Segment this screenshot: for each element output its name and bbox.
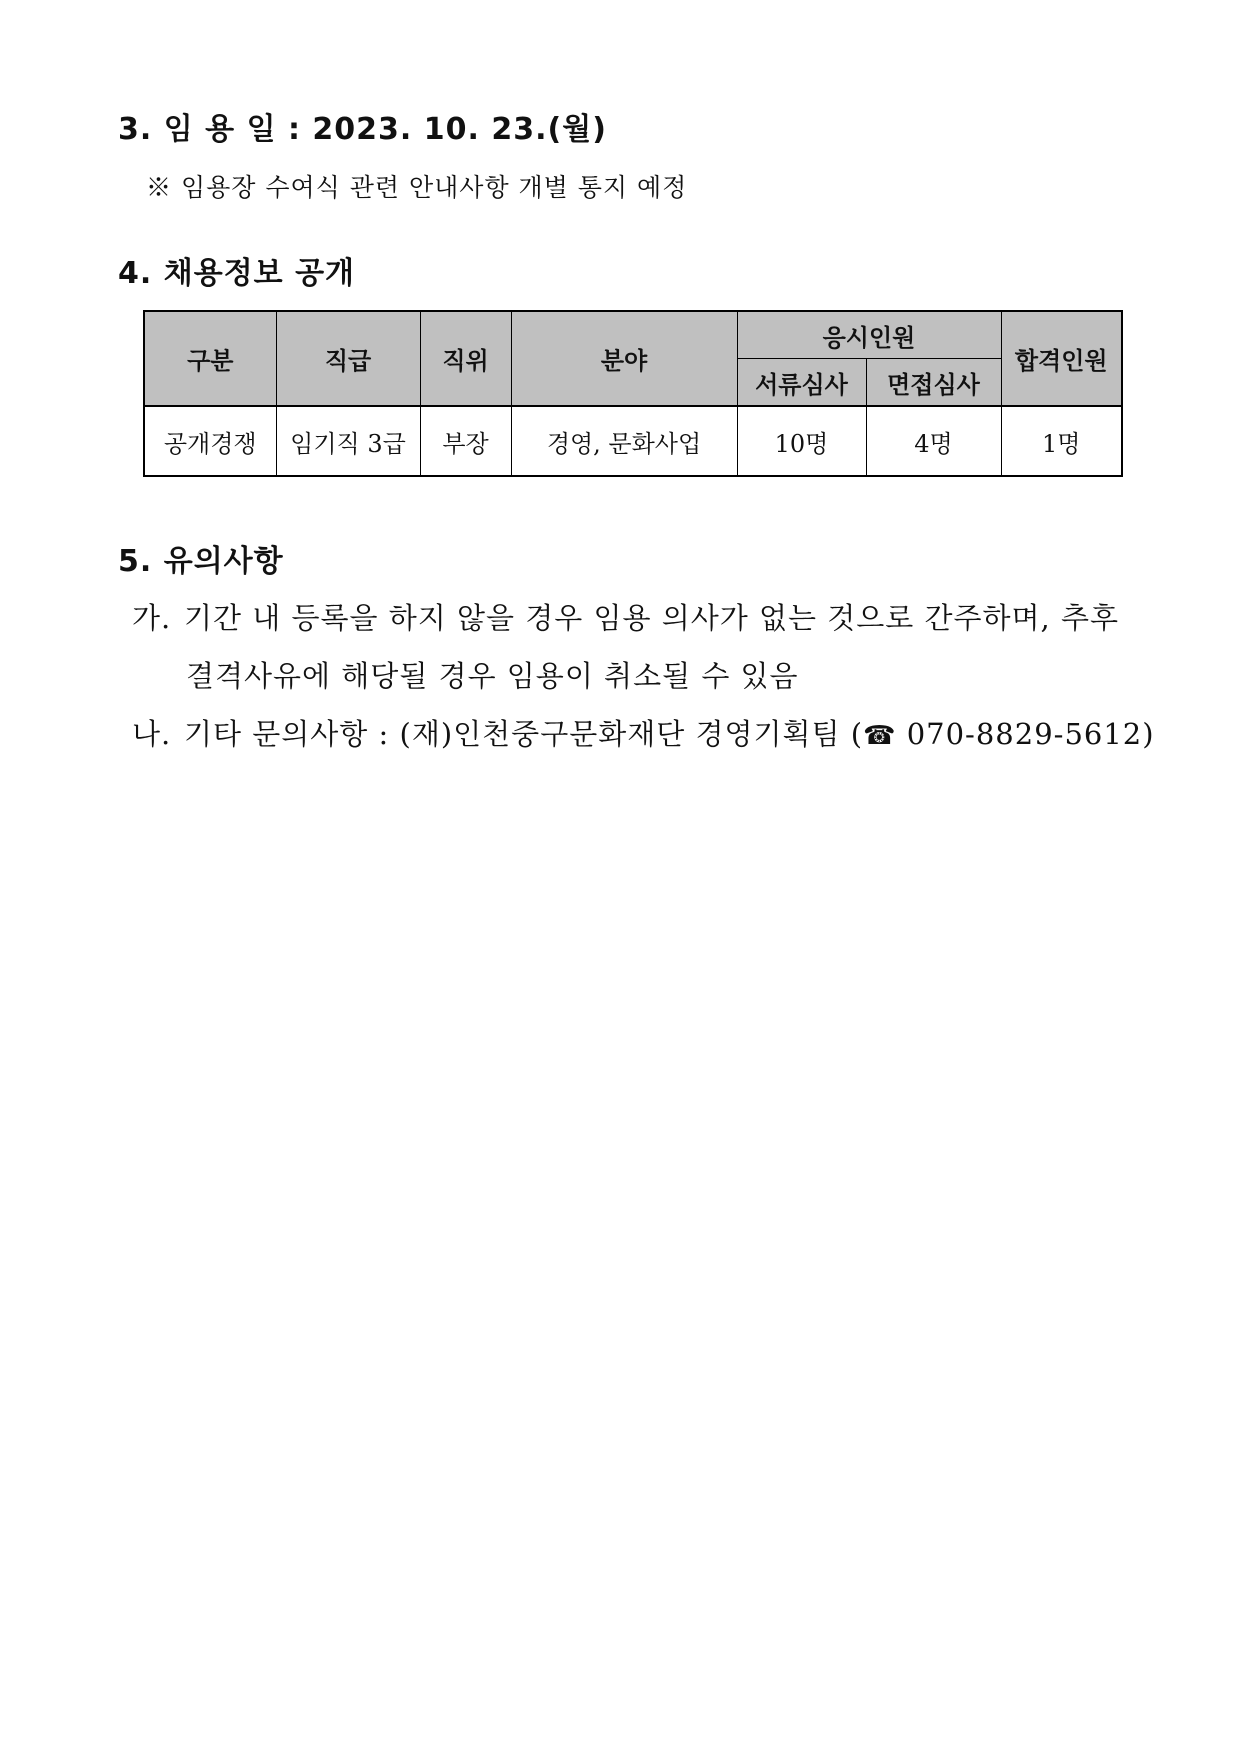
notice-item-b-text: 기타 문의사항 : (재)인천중구문화재단 경영기획팀 ( — [184, 717, 864, 751]
cell-category: 공개경쟁 — [144, 406, 276, 476]
table-header-row — [144, 311, 1122, 359]
cell-grade: 임기직 3급 — [276, 406, 420, 476]
cell-interview: 4명 — [866, 406, 1001, 476]
header-field: 분야 — [511, 311, 737, 406]
cell-passed: 1명 — [1001, 406, 1122, 476]
header-passed: 합격인원 — [1001, 311, 1122, 406]
notice-item-b-phone: 070-8829-5612) — [896, 717, 1155, 751]
cell-document-review: 10명 — [737, 406, 866, 476]
notice-item-b-marker: 나. — [132, 717, 172, 751]
header-category: 구분 — [144, 311, 276, 406]
notice-item-a-line2: 결격사유에 해당될 경우 임용이 취소될 수 있음 — [186, 659, 799, 693]
section-3-heading: 3. 임 용 일 : 2023. 10. 23.(월) — [118, 112, 607, 147]
notice-item-a-line1: 기간 내 등록을 하지 않을 경우 임용 의사가 없는 것으로 간주하며, 추후 — [184, 601, 1120, 635]
phone-icon: ☎ — [863, 721, 897, 751]
header-grade: 직급 — [276, 311, 420, 406]
cell-position: 부장 — [420, 406, 511, 476]
notice-item-a-marker: 가. — [132, 601, 172, 635]
section-4-heading: 4. 채용정보 공개 — [118, 256, 356, 291]
header-interview: 면접심사 — [866, 359, 1001, 407]
header-document-review: 서류심사 — [737, 359, 866, 407]
section-5-heading: 5. 유의사항 — [118, 544, 284, 579]
notice-item-b — [132, 712, 1155, 753]
header-position: 직위 — [420, 311, 511, 406]
recruitment-info-table — [143, 310, 1123, 477]
notice-item-a — [132, 596, 1119, 637]
cell-field: 경영, 문화사업 — [511, 406, 737, 476]
section-3-note: ※ 임용장 수여식 관련 안내사항 개별 통지 예정 — [146, 173, 688, 202]
table-row — [144, 406, 1122, 476]
header-applicants: 응시인원 — [737, 311, 1001, 359]
